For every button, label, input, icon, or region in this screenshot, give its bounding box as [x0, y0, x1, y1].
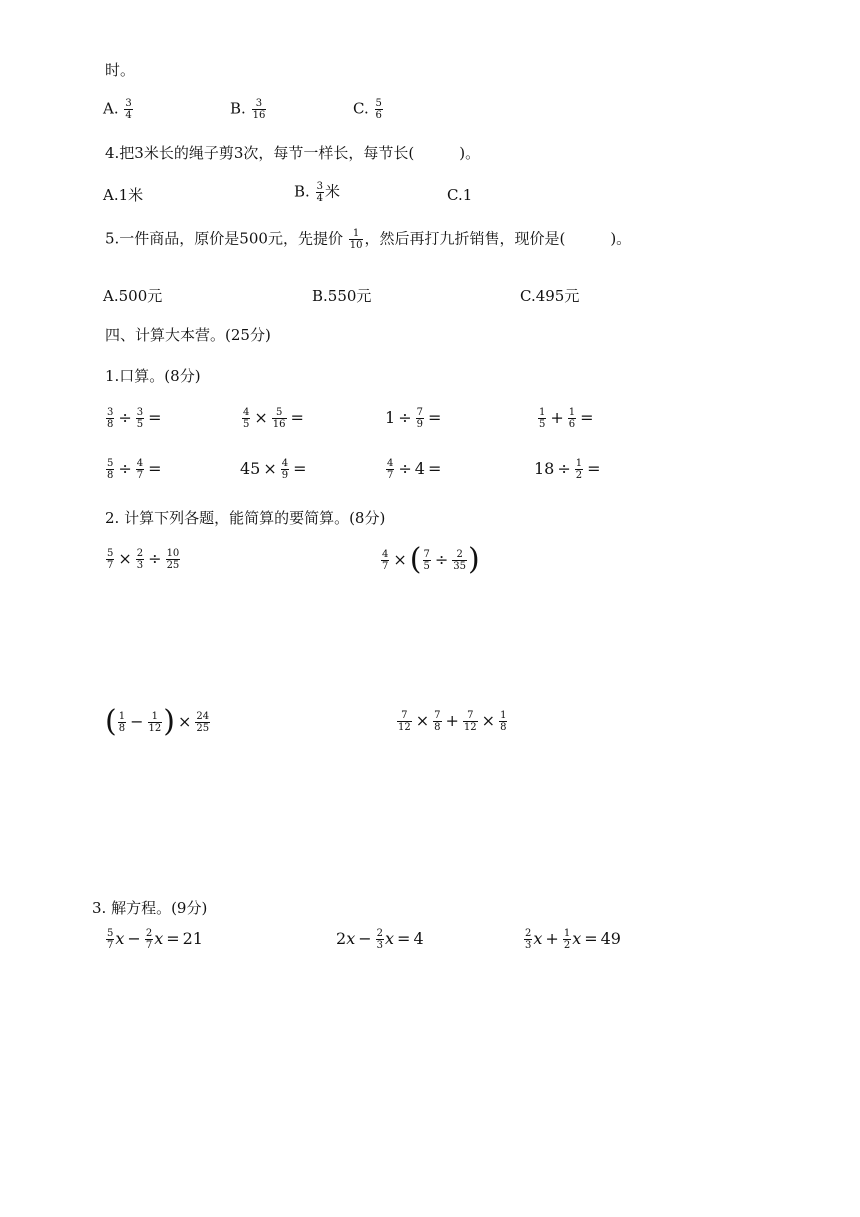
subsection-heading-oral: 1.口算。(8分) [105, 367, 201, 385]
calc-expression: $\frac{7}{12}$ × $\frac{7}{8}$ + $\frac{7}{12}$ × $\frac{1}{8}$ [398, 710, 507, 733]
q3-option-b: B. $\frac{3}{16}$ [230, 98, 266, 121]
q4-stem: 4.把3米长的绳子剪3次，每节一样长，每节长( )。 [105, 144, 481, 162]
q4-option-c: C.1 [447, 186, 473, 204]
oral-expression: $\frac{4}{7}$ ÷ 4 = [387, 458, 442, 481]
calc-expression: $\frac{5}{7}$ × $\frac{2}{3}$ ÷ $\frac{10}{25}$ [107, 548, 180, 571]
fraction: $\frac{5}{6}$ [375, 98, 382, 121]
fraction: $\frac{3}{4}$ [316, 181, 323, 204]
oral-expression: $\frac{4}{5}$ × $\frac{5}{16}$ = [243, 407, 304, 430]
equation: 2x − $\frac{2}{3}$ x = 4 [336, 928, 424, 951]
q4-option-a: A.1米 [103, 186, 144, 204]
fraction: $\frac{3}{4}$ [125, 98, 132, 121]
q5-option-a: A.500元 [103, 287, 163, 305]
subsection-heading-equations: 3. 解方程。(9分) [92, 899, 208, 917]
q5-option-b: B.550元 [312, 287, 372, 305]
oral-expression: $\frac{3}{8}$ ÷ $\frac{3}{5}$ = [107, 407, 162, 430]
oral-expression: 1 ÷ $\frac{7}{9}$ = [385, 407, 442, 430]
q5-option-c: C.495元 [520, 287, 580, 305]
subsection-heading-calc: 2. 计算下列各题，能简算的要简算。(8分) [105, 509, 386, 527]
fraction: $\frac{3}{16}$ [252, 98, 266, 121]
oral-expression: $\frac{1}{5}$ + $\frac{1}{6}$ = [539, 407, 594, 430]
q4-option-b: B. $\frac{3}{4}$ 米 [294, 181, 340, 204]
equation: $\frac{2}{3}$ x + $\frac{1}{2}$ x = 49 [525, 928, 621, 951]
calc-expression: $\frac{4}{7}$ × ( $\frac{7}{5}$ ÷ $\frac{2}{35}$ ) [382, 542, 480, 577]
oral-expression: $\frac{5}{8}$ ÷ $\frac{4}{7}$ = [107, 458, 162, 481]
oral-expression: 45 × $\frac{4}{9}$ = [240, 458, 307, 481]
question-tail-text: 时。 [105, 61, 136, 79]
equation: $\frac{5}{7}$ x − $\frac{2}{7}$ x = 21 [107, 928, 203, 951]
calc-expression: ( $\frac{1}{8}$ − $\frac{1}{12}$ ) × $\frac{24}{25}$ [105, 704, 210, 739]
fraction: $\frac{1}{10}$ [349, 228, 363, 251]
q5-stem: 5.一件商品，原价是500元，先提价 $\frac{1}{10}$ ，然后再打九折销售，现价是( )。 [105, 228, 632, 251]
section-heading: 四、计算大本营。(25分) [105, 326, 271, 344]
q3-option-a: A. $\frac{3}{4}$ [103, 98, 132, 121]
q3-option-c: C. $\frac{5}{6}$ [353, 98, 382, 121]
oral-expression: 18 ÷ $\frac{1}{2}$ = [534, 458, 601, 481]
